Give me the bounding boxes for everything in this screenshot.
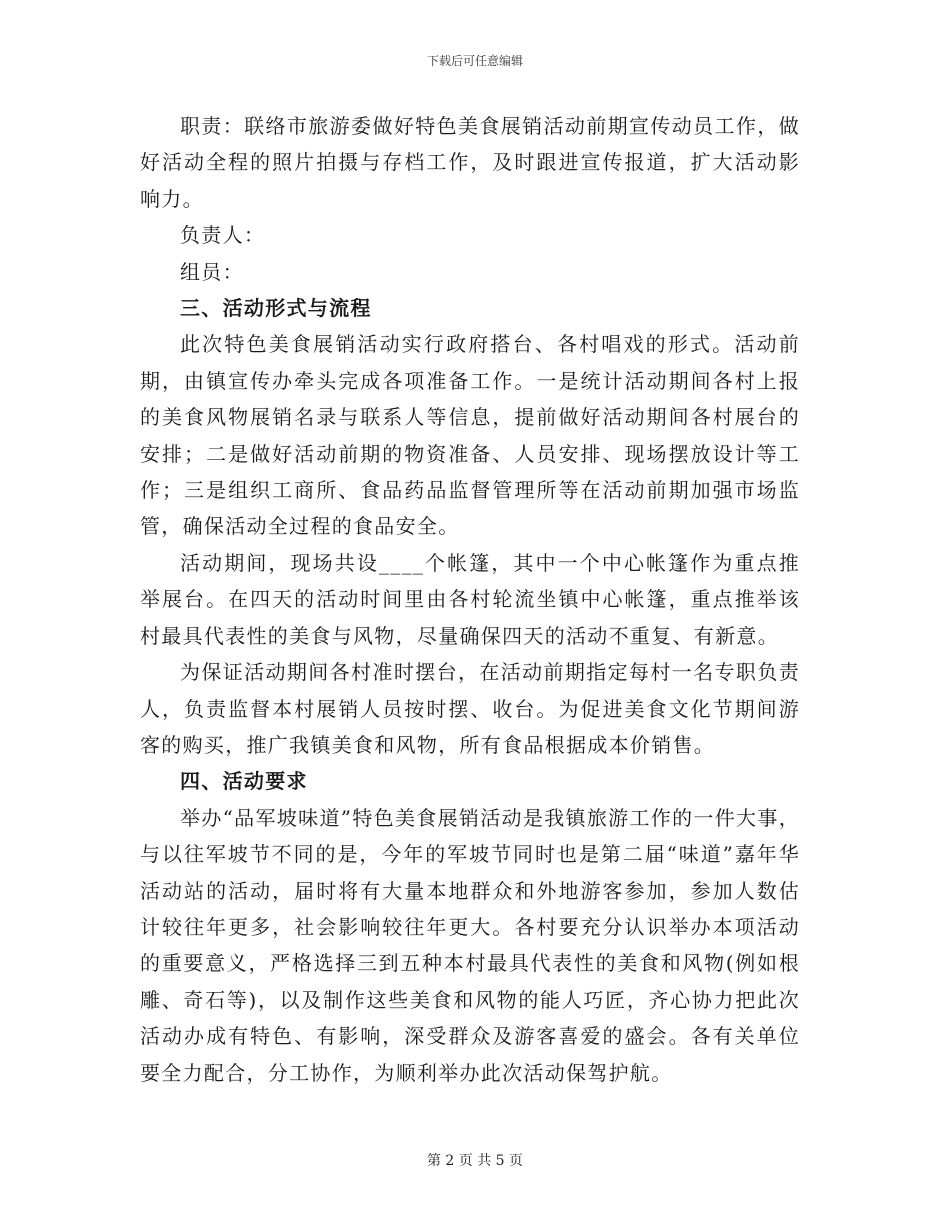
members-line: 组员： [180, 259, 244, 284]
requirements-paragraph: 举办“品军坡味道”特色美食展销活动是我镇旅游工作的一件大事，与以往军坡节不同的是，今年的军坡节同时也是第二届“味道”嘉年华活动站的活动，届时将有大量本地群众和外地游客参加，参加人数估计较往年更多，社会影响较往年更大。各村要充分认识举办本项活动的重要意义，严格选择三到五种本村最具代表性的美食和风物(例如根雕、奇石等)，以及制作这些美食和风物的能人巧匠，齐心协力把此次活动办成有特色、有影响，深受群众及游客喜爱的盛会。各有关单位要全力配合，分工协作，为顺利举办此次活动保驾护航。 [140, 805, 800, 1085]
section-heading-3: 三、活动形式与流程 [180, 296, 372, 321]
section-heading-4: 四、活动要求 [180, 769, 308, 794]
activity-period-paragraph: 活动期间，现场共设____个帐篷，其中一个中心帐篷作为重点推举展台。在四天的活动时间里由各村轮流坐镇中心帐篷，重点推举该村最具代表性的美食与风物，尽量确保四天的活动不重复、有新意。 [140, 550, 800, 648]
page-footer: 第 2 页 共 5 页 [426, 1153, 524, 1169]
activity-format-paragraph: 此次特色美食展销活动实行政府搭台、各村唱戏的形式。活动前期，由镇宣传办牵头完成各项准备工作。一是统计活动期间各村上报的美食风物展销名录与联系人等信息，提前做好活动期间各村展台的安排；二是做好活动前期的物资准备、人员安排、现场摆放设计等工作；三是组织工商所、食品药品监督管理所等在活动前期加强市场监管，确保活动全过程的食品安全。 [140, 332, 800, 539]
person-in-charge-line: 负责人： [180, 223, 266, 248]
document-body [140, 108, 800, 1091]
responsibility-paragraph: 职责：联络市旅游委做好特色美食展销活动前期宣传动员工作，做好活动全程的照片拍摄与存档工作，及时跟进宣传报道，扩大活动影响力。 [140, 114, 800, 211]
booth-schedule-paragraph: 为保证活动期间各村准时摆台，在活动前期指定每村一名专职负责人，负责监督本村展销人员按时摆、收台。为促进美食文化节期间游客的购买，推广我镇美食和风物，所有食品根据成本价销售。 [140, 660, 800, 757]
page-header: 下载后可任意编辑 [426, 54, 523, 68]
